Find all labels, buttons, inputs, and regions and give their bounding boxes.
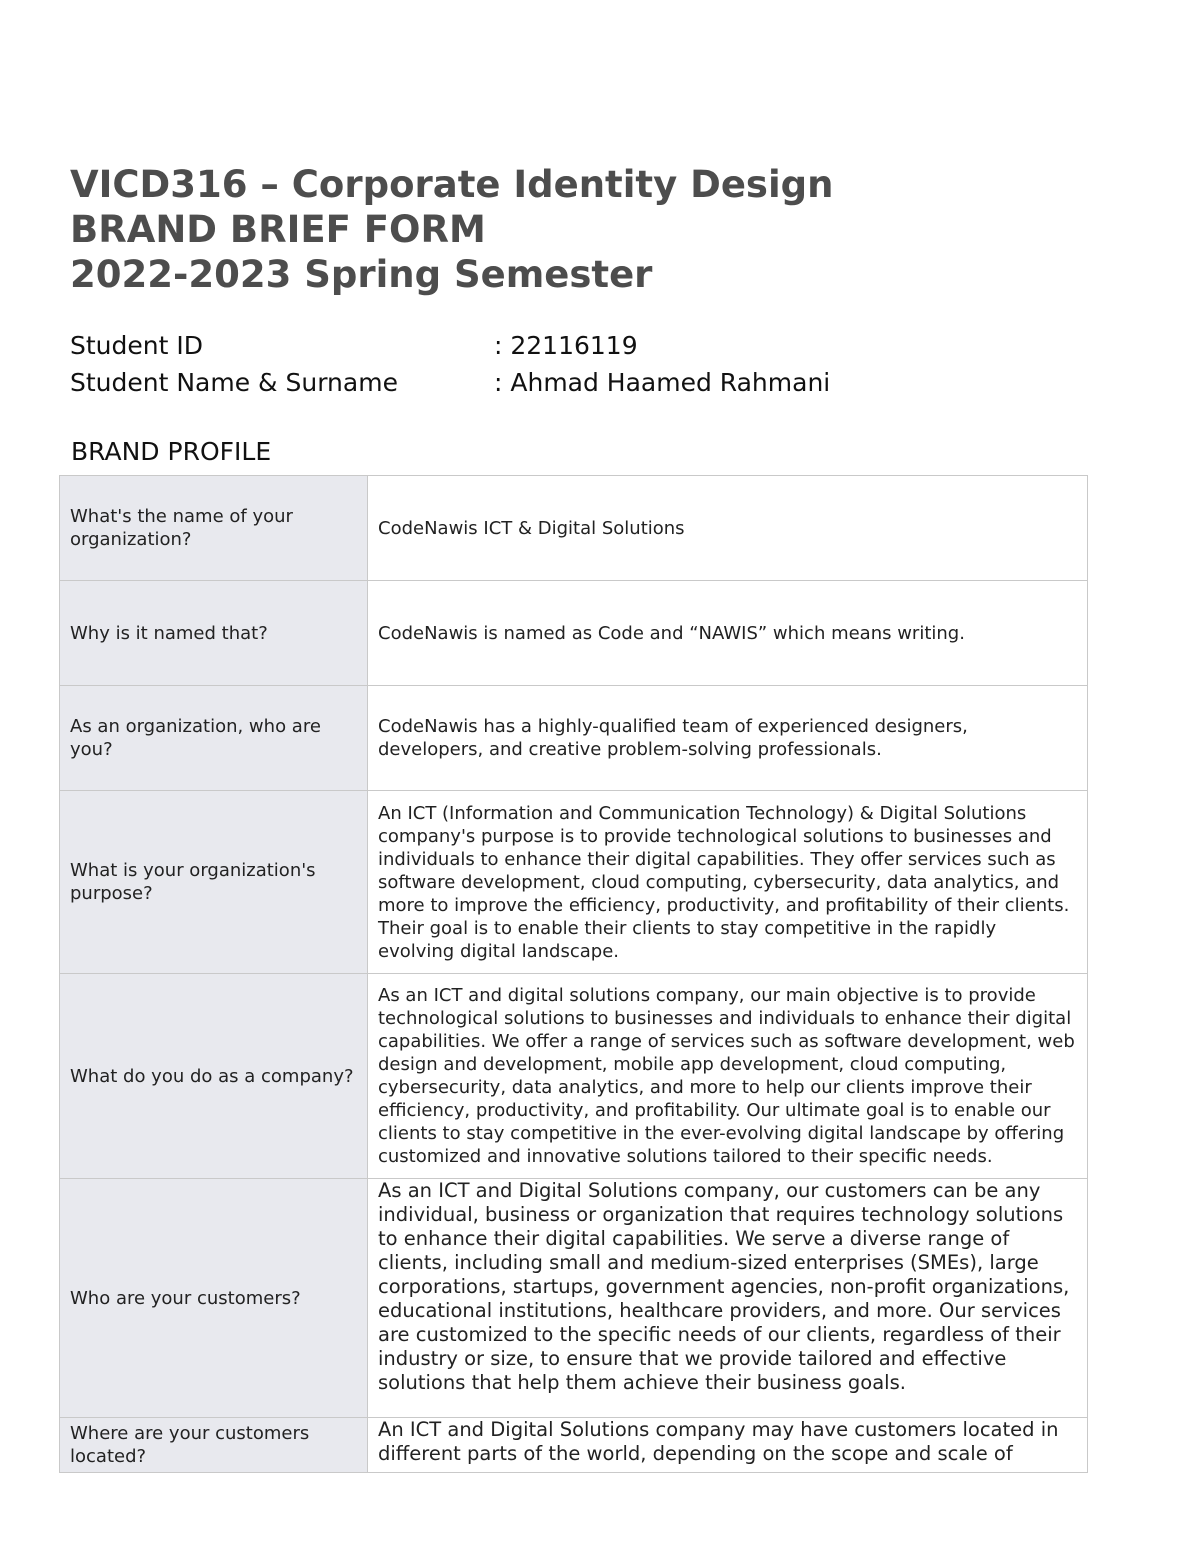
question-cell: What do you do as a company? xyxy=(60,974,368,1179)
table-row xyxy=(60,974,1088,1179)
form-title: BRAND BRIEF FORM xyxy=(70,208,486,251)
answer-cell: As an ICT and Digital Solutions company, our customers can be any individual, business or organization that requires technology solutions to enhance their digital capabilities. We serve a diverse range of clients, including small and medium-sized enterprises (SMEs), large corporations, startups, government agencies, non-profit organizations, educational institutions, healthcare providers, and more. Our services are customized to the specific needs of our clients, regardless of their industry or size, to ensure that we provide tailored and effective solutions that help them achieve their business goals. xyxy=(368,1179,1088,1418)
table-row xyxy=(60,1418,1088,1473)
question-cell: Why is it named that? xyxy=(60,581,368,686)
document-title-block xyxy=(70,162,833,297)
answer-cell: CodeNawis is named as Code and “NAWIS” which means writing. xyxy=(368,581,1088,686)
answer-cell: CodeNawis has a highly-qualified team of experienced designers, developers, and creative problem-solving professionals. xyxy=(368,686,1088,791)
student-name-label: Student Name & Surname xyxy=(70,368,398,397)
answer-cell: As an ICT and digital solutions company, our main objective is to provide technological solutions to businesses and individuals to enhance their digital capabilities. We offer a range of services such as software development, web design and development, mobile app development, cloud computing, cybersecurity, data analytics, and more to help our clients improve their efficiency, productivity, and profitability. Our ultimate goal is to enable our clients to stay competitive in the ever-evolving digital landscape by offering customized and innovative solutions tailored to their specific needs. xyxy=(368,974,1088,1179)
answer-text-cut: An ICT and Digital Solutions company may have customers located in different parts of the world, depending on the scope and scale of xyxy=(378,1418,1059,1465)
student-info xyxy=(70,327,830,401)
question-cell: Where are your customers located? xyxy=(60,1418,368,1473)
student-id-value: : 22116119 xyxy=(494,331,638,360)
student-id-label: Student ID xyxy=(70,331,203,360)
table-row xyxy=(60,686,1088,791)
question-cell: What is your organization's purpose? xyxy=(60,791,368,974)
course-title: VICD316 – Corporate Identity Design xyxy=(70,163,834,206)
student-name-row xyxy=(70,364,830,401)
answer-cell: An ICT (Information and Communication Technology) & Digital Solutions company's purpose is to provide technological solutions to businesses and individuals to enhance their digital capabilities. They offer services such as software development, cloud computing, cybersecurity, data analytics, and more to improve the efficiency, productivity, and profitability of their clients. Their goal is to enable their clients to stay competitive in the rapidly evolving digital landscape. xyxy=(368,791,1088,974)
section-heading: BRAND PROFILE xyxy=(71,437,272,466)
student-name-value: : Ahmad Haamed Rahmani xyxy=(494,368,831,397)
student-id-row xyxy=(70,327,830,364)
table-row xyxy=(60,476,1088,581)
answer-cell: CodeNawis ICT & Digital Solutions xyxy=(368,476,1088,581)
answer-cell xyxy=(368,1418,1088,1473)
question-cell: Who are your customers? xyxy=(60,1179,368,1418)
table-row xyxy=(60,791,1088,974)
question-cell: As an organization, who are you? xyxy=(60,686,368,791)
table-row xyxy=(60,581,1088,686)
semester-title: 2022-2023 Spring Semester xyxy=(70,253,653,296)
question-cell: What's the name of your organization? xyxy=(60,476,368,581)
brand-profile-table xyxy=(59,475,1088,1473)
table-row xyxy=(60,1179,1088,1418)
